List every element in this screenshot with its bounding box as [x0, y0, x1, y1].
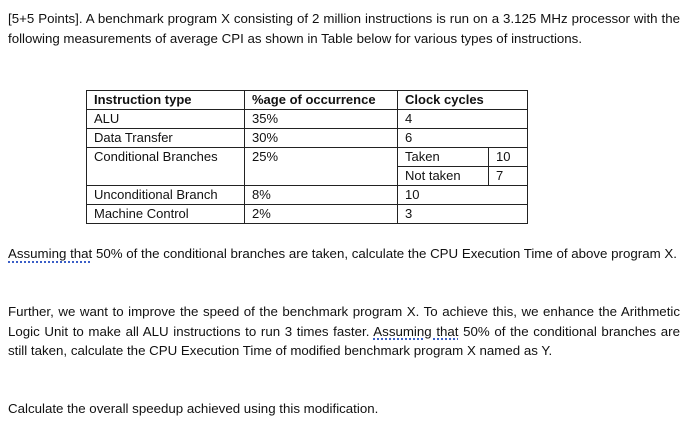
cell-not-taken-label: Not taken — [398, 167, 489, 186]
problem-intro: [5+5 Points]. A benchmark program X consisting of 2 million instructions is run on a 3.125 MHz processor with the following measurements of average CPI as shown in Table below for various types of instructions. — [8, 11, 680, 46]
question-1-text: 50% of the conditional branches are taken, calculate the CPU Execution Time of above program X. — [92, 246, 677, 261]
cell-pct: 35% — [245, 110, 398, 129]
header-occurrence: %age of occurrence — [245, 91, 398, 110]
table-header-row — [87, 91, 528, 110]
cell-cycles: 10 — [398, 186, 528, 205]
cell-taken-label: Taken — [398, 148, 489, 167]
question-2-text: 50% of the conditional branches are still taken, calculate the CPU Execution Time of modified benchmark program X named as Y. — [8, 323, 680, 358]
instruction-table — [86, 90, 528, 224]
grammar-flagged-text: Assuming that — [8, 246, 93, 261]
header-instruction-type: Instruction type — [87, 91, 245, 110]
table-row — [87, 129, 528, 148]
cell-cycles: 3 — [398, 205, 528, 224]
cell-taken-cycles: 10 — [489, 148, 528, 167]
cell-type: ALU — [87, 110, 245, 129]
question-2-intro: Further, we want to improve the speed of the benchmark program X. To achieve this, we enhance the Arithmetic Logic Unit to make all ALU instructions to run 3 times faster. — [8, 304, 680, 339]
table-row — [87, 148, 528, 167]
cell-pct: 25% — [245, 148, 398, 186]
cell-pct: 8% — [245, 186, 398, 205]
question-2 — [8, 302, 680, 361]
header-clock-cycles: Clock cycles — [398, 91, 528, 110]
question-1 — [8, 244, 680, 264]
table-row — [87, 186, 528, 205]
table-row — [87, 205, 528, 224]
question-3: Calculate the overall speedup achieved using this modification. — [8, 401, 379, 416]
cell-type: Data Transfer — [87, 129, 245, 148]
cell-cycles: 4 — [398, 110, 528, 129]
cell-pct: 30% — [245, 129, 398, 148]
cell-type: Unconditional Branch — [87, 186, 245, 205]
grammar-flagged-text: Assuming that — [373, 323, 459, 339]
cell-pct: 2% — [245, 205, 398, 224]
cell-not-taken-cycles: 7 — [489, 167, 528, 186]
cell-type: Conditional Branches — [87, 148, 245, 186]
cell-type: Machine Control — [87, 205, 245, 224]
cell-cycles: 6 — [398, 129, 528, 148]
table-row — [87, 110, 528, 129]
